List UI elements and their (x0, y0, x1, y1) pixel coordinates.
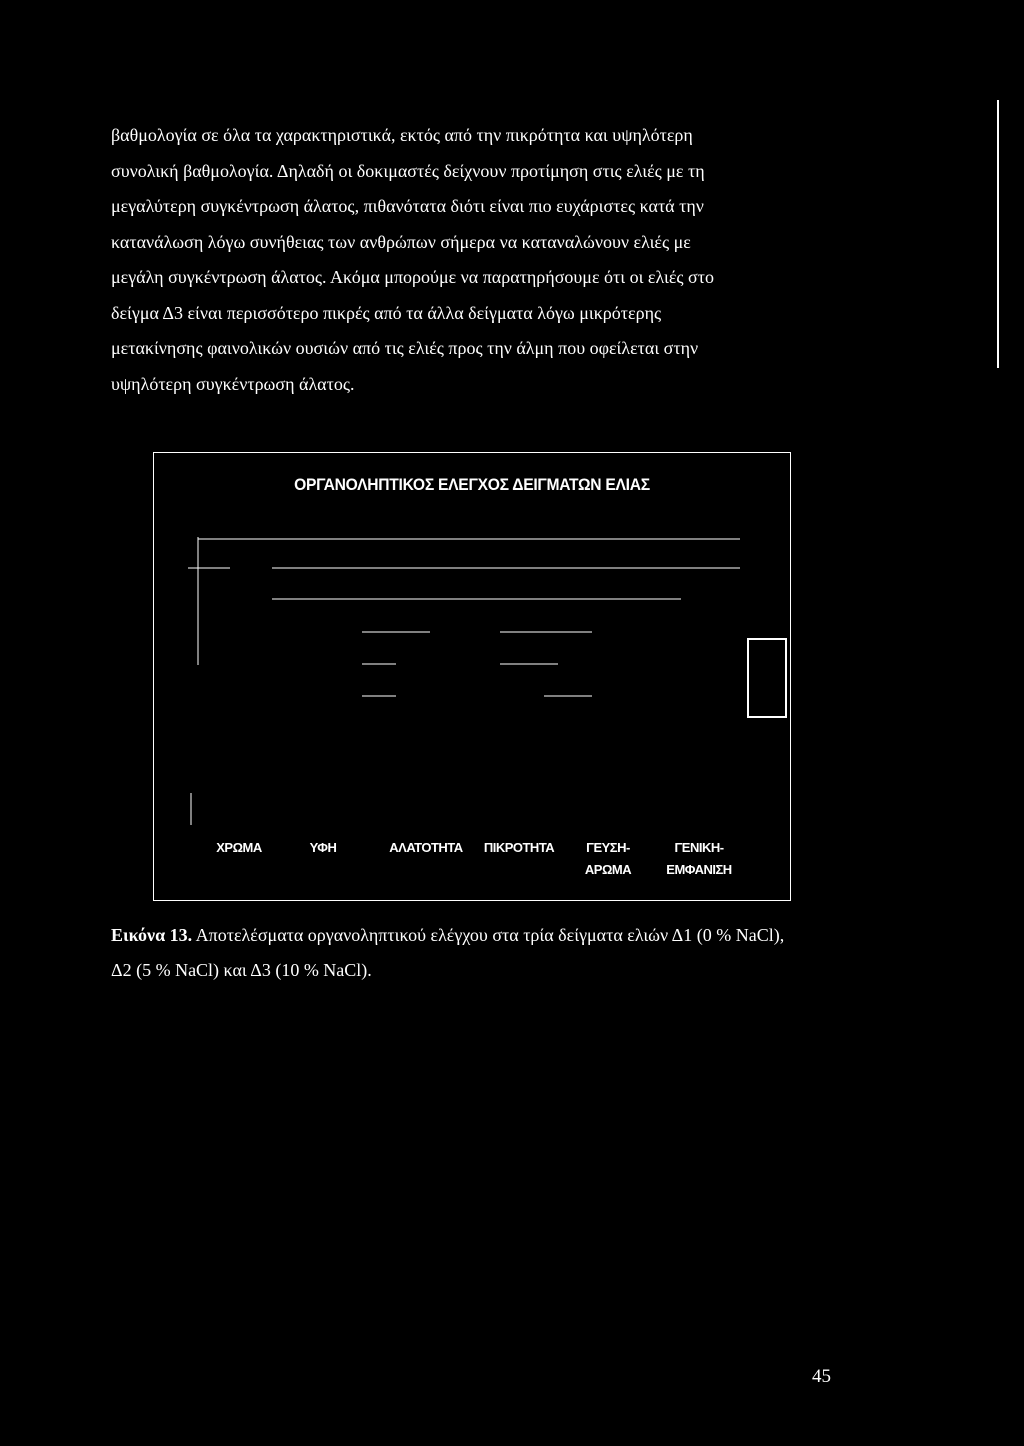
text-line: μεγάλη συγκέντρωση άλατος. Ακόμα μπορούμε να παρατηρήσουμε ότι οι ελιές στο (111, 267, 714, 287)
text-line: δείγμα Δ3 είναι περισσότερο πικρές από τα άλλα δείγματα λόγω μικρότερης (111, 302, 662, 323)
x-tick-label: ΧΡΩΜΑ (216, 840, 262, 855)
x-tick-label: ΠΙΚΡΟΤΗΤΑ (483, 840, 555, 855)
page-number: 45 (812, 1366, 831, 1387)
x-tick-label: ΓΕΥΣΗ- ΑΡΩΜΑ (584, 840, 632, 877)
text-line: βαθμολογία σε όλα τα χαρακτηριστικά, εκτός από την πικρότητα και υψηλότερη (111, 125, 693, 145)
text-line: κατανάλωση λόγω συνήθειας των ανθρώπων σήμερα να καταναλώνουν ελιές με (111, 231, 691, 252)
text-line: συνολική βαθμολογία. Δηλαδή οι δοκιμαστές δείχνουν προτίμηση στις ελιές με τη (111, 160, 705, 181)
text-line: μετακίνησης φαινολικών ουσιών από τις ελιές προς την άλμη που οφείλεται στην (111, 338, 699, 358)
sensory-chart-figure (153, 452, 791, 901)
caption-label: Εικόνα 13. (111, 925, 193, 945)
text-line: υψηλότερη συγκέντρωση άλατος. (111, 373, 355, 394)
chart-title: ΟΡΓΑΝΟΛΗΠΤΙΚΟΣ ΕΛΕΓΧΟΣ ΔΕΙΓΜΑΤΩΝ ΕΛΙΑΣ (294, 475, 650, 494)
margin-change-bar (997, 100, 999, 368)
body-paragraph (111, 118, 841, 402)
x-tick-label: ΑΛΑΤΟΤΗΤΑ (389, 840, 463, 855)
x-tick-label: ΥΦΗ (309, 840, 337, 855)
figure-caption (111, 918, 851, 988)
text-line: μεγαλύτερη συγκέντρωση άλατος, πιθανότατα διότι είναι πιο ευχάριστες κατά την (111, 196, 704, 216)
caption-text-line2: Δ2 (5 % NaCl) και Δ3 (10 % NaCl). (111, 960, 372, 980)
chart-plot-area (154, 453, 790, 900)
caption-text: Αποτελέσματα οργανοληπτικού ελέγχου στα τρία δείγματα ελιών Δ1 (0 % NaCl), (195, 925, 785, 945)
legend-box (748, 639, 786, 717)
x-tick-label: ΓΕΝΙΚΗ- ΕΜΦΑΝΙΣΗ (666, 840, 732, 877)
